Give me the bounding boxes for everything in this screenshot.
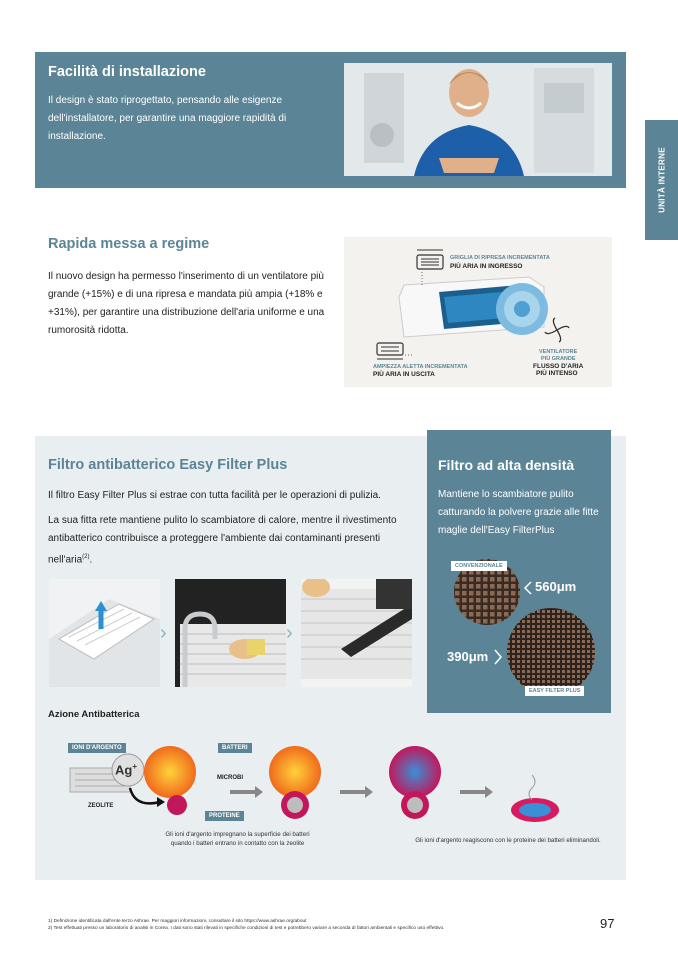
filter-photo-2 — [175, 579, 286, 687]
easy-filter-size: 390μm — [447, 649, 489, 664]
fan-big-label-2: PIÙ INTENSO — [536, 370, 578, 377]
chevron-right-icon: › — [286, 622, 293, 644]
easy-filter-label: EASY FILTER PLUS — [525, 686, 584, 696]
microbes-label: MICROBI — [217, 775, 243, 781]
filter-text-2-body: La sua fitta rete mantiene pulito lo scambiatore di calore, mentre il rivestimento antibatterico contribuisce a proteggere l'ambiente dai contaminanti presenti nell'aria — [48, 515, 397, 566]
high-density-panel — [427, 430, 611, 713]
side-tab — [645, 120, 678, 240]
ag-symbol-text: Ag — [115, 762, 133, 778]
silver-ions-tag: IONI D'ARGENTO — [68, 743, 126, 753]
side-tab-label: UNITÀ INTERNE — [657, 147, 666, 213]
installation-text: Il design è stato riprogettato, pensando alle esigenze dell'installatore, per garantire una maggiore rapidità di installazione. — [48, 95, 287, 142]
filter-photo-1 — [49, 579, 160, 687]
filter-text-1: Il filtro Easy Filter Plus si estrae con tutta facilità per le operazioni di pulizia. — [48, 490, 381, 501]
mesh-comparison — [427, 430, 611, 713]
fan-small-label-1: VENTILATORE — [539, 349, 578, 355]
antibacterial-diagram — [35, 730, 626, 860]
high-density-text: Mantiene lo scambiatore pulito catturando la polvere grazie alle fitte maglie dell'Easy FilterPlus — [438, 489, 599, 536]
filter-photo-3 — [301, 579, 412, 687]
fan-big-label-1: FLUSSO D'ARIA — [533, 363, 584, 370]
air-conditioner-diagram — [344, 237, 612, 387]
ag-charge: + — [132, 762, 138, 771]
filter-footnote-ref: (2) — [82, 554, 90, 560]
ag-symbol — [115, 762, 137, 777]
bacteria-tag: BATTERI — [218, 743, 252, 753]
installation-banner — [35, 52, 626, 188]
flap-big-label: PIÙ ARIA IN USCITA — [373, 371, 435, 378]
footnote-1: 1) Definizione identificata dall'ente terzo Ashrae. Per maggiori informazioni, consultare il sito https://www.ashrae.org/about — [48, 919, 307, 924]
conventional-label: CONVENZIONALE — [451, 561, 507, 571]
filter-text-2-end: . — [89, 554, 93, 566]
ramp-up-text: Il nuovo design ha permesso l'inserimento di un ventilatore più grande (+15%) e di una ripresa e mandata più ampia (+18% e +31%), per garantire una distribuzione dell'aria uniforme e una rumorosità ridotta. — [48, 271, 325, 336]
chevron-right-icon: › — [160, 622, 167, 644]
footnote-2: 2) Test effettuati presso un laboratorio di analisi in Corea. I dati sono stati rilevati in specifiche condizioni di test e potrebbero variare a seconda di fattori ambientali e specifico uso effettivo. — [48, 926, 445, 931]
antibacterial-title: Azione Antibatterica — [48, 709, 140, 720]
filter-text-2 — [48, 512, 408, 569]
page-number: 97 — [600, 916, 615, 931]
proteins-tag: PROTEINE — [205, 811, 244, 821]
caption-1: Gli ioni d'argento impregnano la superficie dei batteri quando i batteri entrano in contatto con la zeolite — [165, 831, 310, 847]
conventional-size: 560μm — [535, 579, 577, 594]
flap-small-label: AMPIEZZA ALETTA INCREMENTATA — [373, 364, 468, 370]
installer-photo — [344, 63, 612, 176]
fan-small-label-2: PIÙ GRANDE — [541, 356, 576, 362]
installation-title: Facilità di installazione — [48, 64, 206, 80]
grid-big-label: PIÙ ARIA IN INGRESSO — [450, 263, 523, 270]
ramp-up-title: Rapida messa a regime — [48, 236, 210, 252]
high-density-title: Filtro ad alta densità — [438, 457, 575, 473]
zeolite-label: ZEOLITE — [88, 803, 114, 809]
caption-2: Gli ioni d'argento reagiscono con le proteine dei batteri eliminandoli. — [415, 837, 601, 844]
grid-small-label: GRIGLIA DI RIPRESA INCREMENTATA — [450, 255, 550, 261]
filter-title: Filtro antibatterico Easy Filter Plus — [48, 457, 288, 473]
